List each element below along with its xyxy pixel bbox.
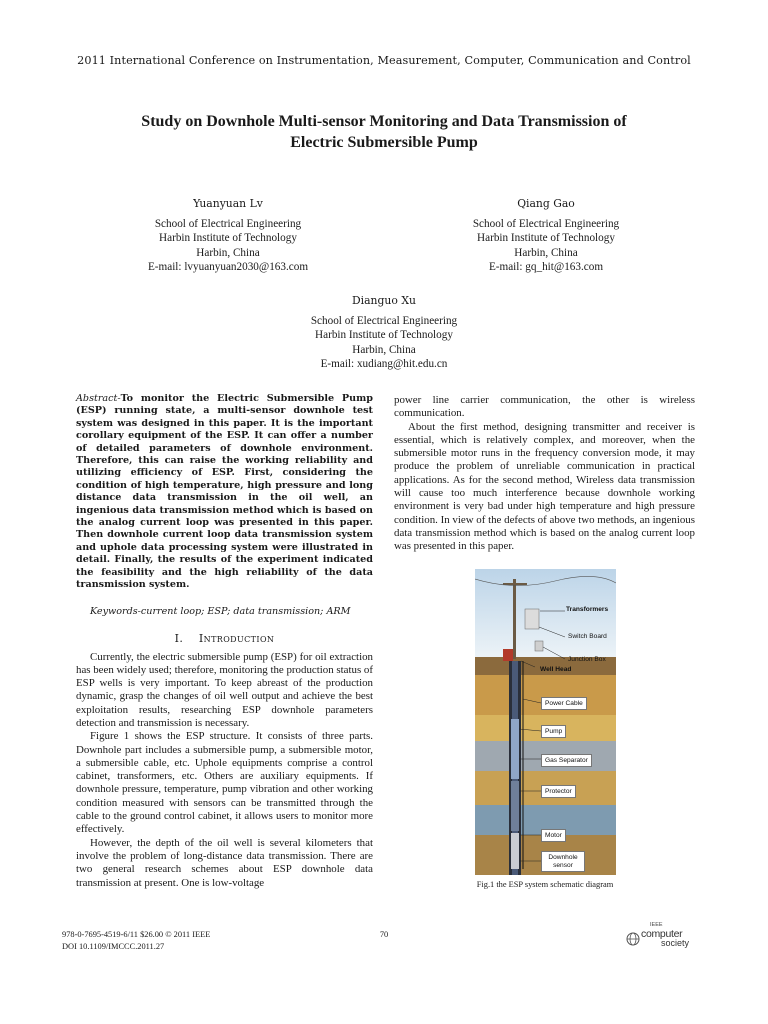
keywords: Keywords-current loop; ESP; data transmission; ARM [90,605,351,617]
abstract-text: To monitor the Electric Submersible Pump (ESP) running state, a multi-sensor downhole test system was designed in this paper. It is the important corollary equipment of the ESP. It can offer a number of detailed parameters of downhole environment. Therefore, this can raise the working reliability and utilizing efficiency of ESP. First, considering the condition of high temperature, high pressure and long distance data transmission in the oil well, an ingenious data transmission method which is based on the analog current loop was presented in this paper. Then downhole current loop data transmission system and uphole data processing system were illustrated in detail. Finally, the results of the experiment indicated the feasibility and the high reliability of the data transmission system. [76,393,373,591]
page-number: 70 [379,930,389,939]
label-gas-separator: Gas Separator [541,754,592,767]
label-pump: Pump [541,725,566,738]
figure-caption: Fig.1 the ESP system schematic diagram [476,880,614,889]
author-city: Harbin, China [196,246,260,259]
label-motor: Motor [541,829,566,842]
author-institution: Harbin Institute of Technology [315,329,453,341]
author-institution: Harbin Institute of Technology [477,232,615,244]
paragraph: Currently, the electric submersible pump (ESP) for oil extraction has been widely used; therefore, monitoring the production status of ESP wells is very important. To keep abreast of the production dynamic, grasp the changes of oil well output and achieve the best exploitation results, researching ESP downhole parameters detection and transmission is necessary. [76,650,373,729]
author-city: Harbin, China [352,343,416,356]
footer-isbn: 978-0-7695-4519-6/11 $26.00 © 2011 IEEE [62,930,211,939]
author-block-2 [426,197,666,275]
label-transformers: Transformers [566,606,609,613]
logo-ieee: IEEE [650,922,663,928]
conference-header: 2011 International Conference on Instrumentation, Measurement, Computer, Communication and Control [77,54,691,67]
author-city: Harbin, China [514,246,578,259]
author-institution: Harbin Institute of Technology [159,232,297,244]
logo-computer: computer [641,928,683,940]
label-switch-board: Switch Board [568,633,607,640]
globe-icon [626,932,640,946]
right-column [394,394,695,554]
section-heading [76,632,373,645]
paper-title-line1: Study on Downhole Multi-sensor Monitoring and Data Transmission of [141,113,627,130]
esp-schematic-figure [475,569,616,875]
label-protector: Protector [541,785,576,798]
paragraph: Figure 1 shows the ESP structure. It consists of three parts. Downhole part includes a submersible pump, a submersible motor, a submersible cable, etc. Uphole equipments comprise a control cabinet, transformers, etc. Others are auxiliary equipments. If downhole pressure, temperature, pump vibration and other working condition measured with sensors can be transmitted through the cable to the ground control cabinet, it allows users to monitor more effectively. [76,730,373,836]
author-email: E-mail: xudiang@hit.edu.cn [320,358,448,370]
author-block-3 [264,294,504,372]
left-column [76,393,373,890]
label-downhole-sensor: Downhole sensor [541,851,585,872]
paragraph: About the first method, designing transmitter and receiver is essential, which is relatively complex, and moreover, when the submersible motor runs in the frequency conversion mode, it may produce the problem of unreliable communication in practical applications. As for the second method, Wireless data transmission will cause too much interference because downhole working environment is very bad under high temperature and high pressure condition. In view of the defects of above two methods, an ingenious data transmission method which is based on the analog current loop was presented in this paper. [394,420,695,553]
section-title: Introduction [198,631,275,645]
author-email: E-mail: gq_hit@163.com [488,261,604,273]
paper-title [84,111,684,153]
author-dept: School of Electrical Engineering [472,217,620,230]
ieee-computer-society-logo [626,924,706,950]
author-name: Yuanyuan Lv [193,197,263,210]
author-email: E-mail: lvyuanyuan2030@163.com [147,261,309,273]
author-dept: School of Electrical Engineering [310,314,458,327]
author-name: Qiang Gao [517,197,575,210]
paragraph: However, the depth of the oil well is several kilometers that involve the problem of long-distance data transmission. There are two general research schemes about ESP downhole data transmission at present. One is low-voltage [76,836,373,889]
logo-society: society [661,938,690,948]
author-block-1 [108,197,348,275]
section-number: I. [174,631,184,645]
paper-title-line2: Electric Submersible Pump [290,134,478,151]
footer-doi: DOI 10.1109/IMCCC.2011.27 [62,941,165,951]
label-junction-box: Junction Box [568,656,606,663]
author-name: Dianguo Xu [352,294,416,307]
abstract-label: Abstract- [76,393,121,404]
intro-text [76,651,373,890]
paragraph: power line carrier communication, the other is wireless communication. [394,394,695,420]
label-well-head: Well Head [540,666,572,673]
author-dept: School of Electrical Engineering [154,217,302,230]
label-power-cable: Power Cable [541,697,587,710]
footer-info [62,929,322,952]
abstract [76,393,373,592]
